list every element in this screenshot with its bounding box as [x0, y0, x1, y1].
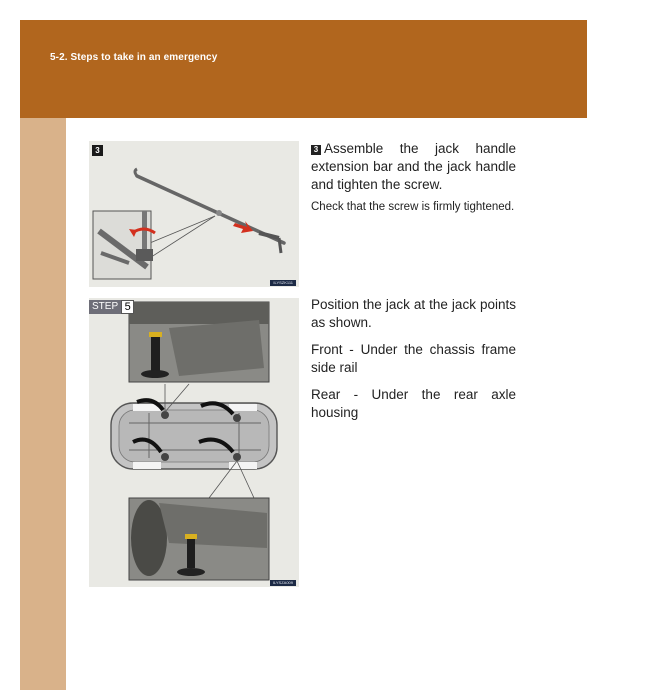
- step3-text: Assemble the jack handle extension bar and the jack handle and tighten the screw.: [311, 141, 516, 192]
- jack-points-illustration: [89, 298, 299, 587]
- step3-marker: 3: [311, 145, 321, 155]
- step5-text-block: [311, 296, 516, 422]
- step3-instruction: [311, 140, 516, 194]
- jack-points-figure: [89, 298, 299, 587]
- step-badge: [89, 300, 134, 314]
- jack-handle-illustration: [89, 141, 299, 287]
- header-band: [20, 20, 587, 118]
- step5-rear: Rear - Under the rear axle housing: [311, 387, 516, 420]
- step-badge-word: STEP: [89, 300, 121, 314]
- step3-note: Check that the screw is firmly tightened.: [311, 201, 515, 213]
- step5-front: Front - Under the chassis frame side rail: [311, 342, 516, 375]
- figure-code: ILYSZA009: [270, 580, 296, 586]
- jack-handle-figure: [89, 141, 299, 287]
- figure-code: ILYSZK111: [270, 280, 296, 286]
- side-strip: [20, 118, 66, 690]
- step3-text-block: [311, 140, 516, 215]
- step5-instruction: Position the jack at the jack points as shown.: [311, 297, 516, 330]
- figure-step-number: 3: [92, 145, 103, 156]
- section-title: 5-2. Steps to take in an emergency: [50, 52, 218, 63]
- step-badge-number: 5: [121, 300, 134, 314]
